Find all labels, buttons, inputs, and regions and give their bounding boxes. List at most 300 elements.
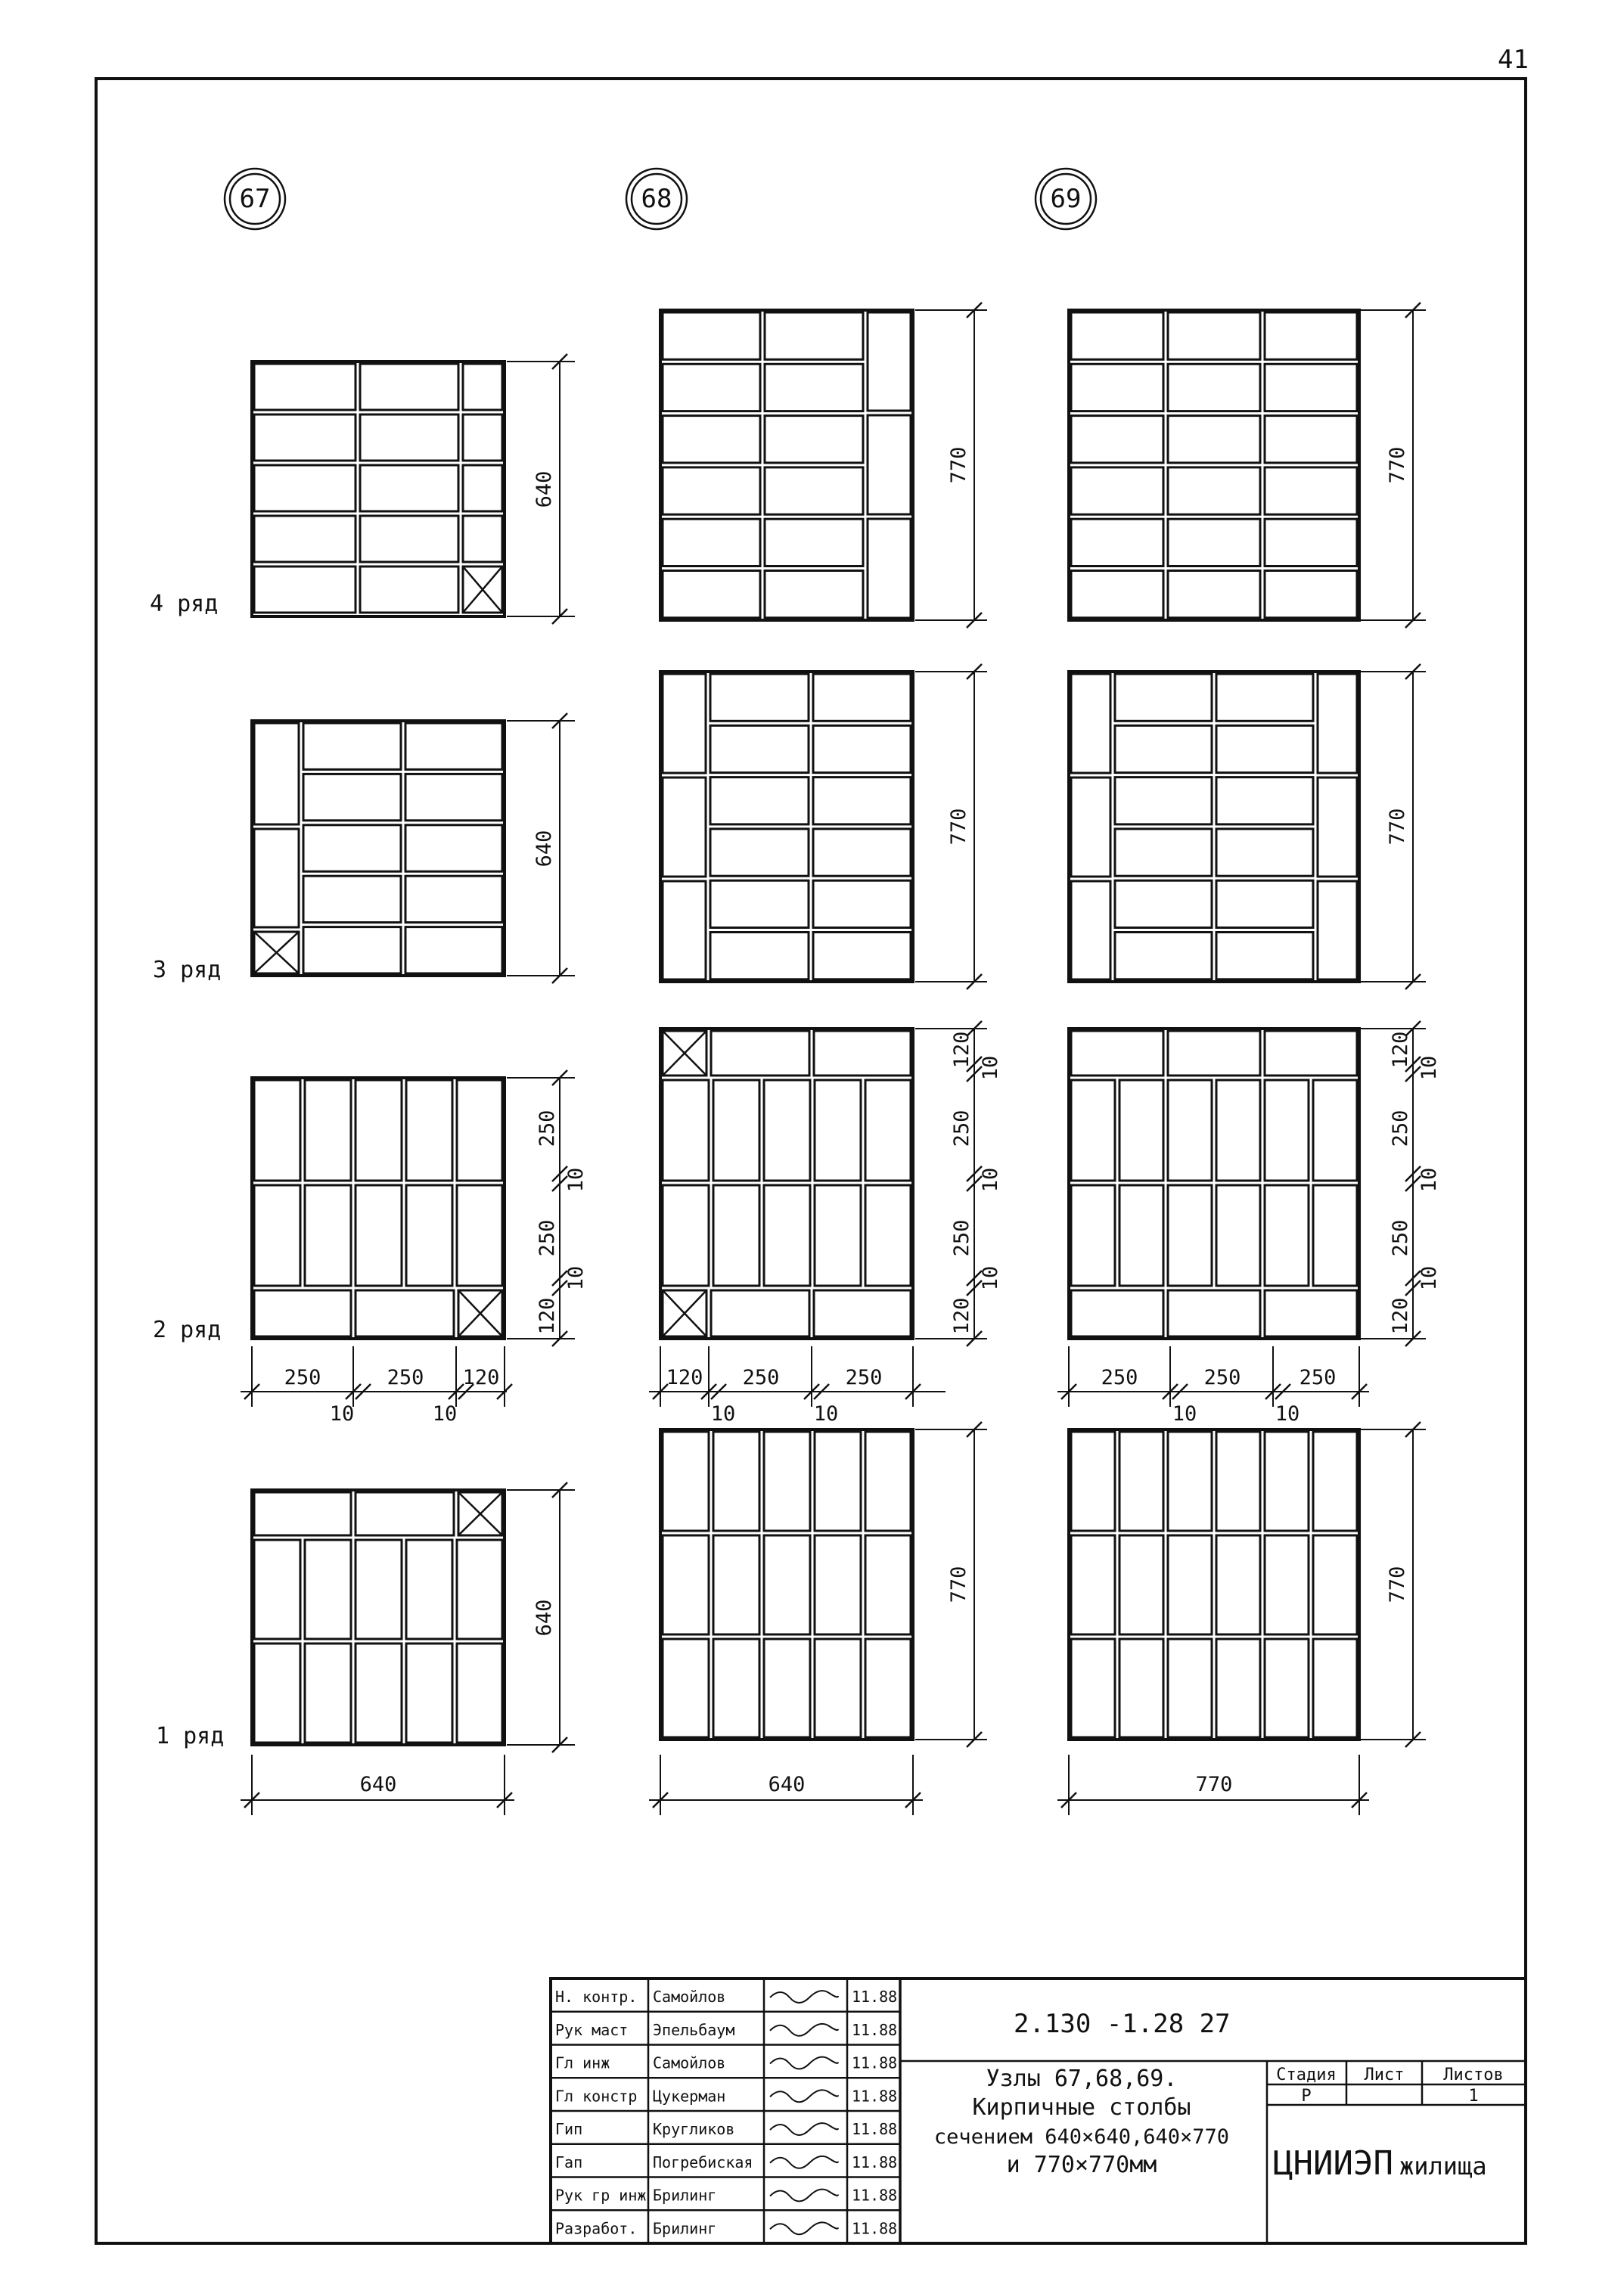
brick [815,1080,861,1181]
title-line-2: Кирпичные столбы [972,2094,1191,2121]
brick [457,1540,502,1639]
brick [1119,1080,1163,1181]
brick [663,1432,709,1531]
brick [1119,1185,1163,1286]
dim-10-d: 10 [979,1167,1002,1193]
doc-code: 2.130 -1.28 27 [1014,2009,1231,2039]
dim-120-e: 120 [1389,1297,1412,1335]
brick [254,1290,351,1336]
brick [1115,933,1212,979]
brick [713,1185,759,1286]
brick [1265,1185,1309,1286]
brick [1071,364,1163,411]
brick [254,1644,300,1743]
signatory-date: 11.88 [852,2120,898,2138]
brick [1265,1535,1309,1634]
row2-vertical-dims-68 [915,1021,1002,1346]
dim-120-g: 120 [666,1366,703,1389]
signatory-role: Разработ. [555,2219,638,2238]
signatory-name: Цукерман [653,2087,726,2106]
brick [1119,1639,1163,1737]
brick [663,881,706,979]
brick [711,1031,809,1076]
brick [1318,881,1357,979]
height-label-68-row3: 770 [947,808,970,846]
stage-value: Р [1301,2087,1312,2106]
node-68-label: 68 [641,184,672,214]
brick [663,467,760,514]
brick [356,1290,454,1336]
brick [254,414,356,461]
brick [356,1540,402,1639]
brick [1216,880,1313,927]
dim-10-l: 10 [813,1402,839,1426]
brick [1168,571,1260,618]
organization: ЦНИИЭП [1273,2144,1393,2183]
brick [254,1185,300,1286]
signatory-role: Гл инж [555,2053,610,2072]
brick [360,566,458,613]
brick [1168,1185,1212,1286]
brick [360,414,458,461]
brick [463,465,502,511]
brick [1115,880,1212,927]
brick [865,1185,911,1286]
signatory-name: Погребиская [653,2153,753,2171]
row2-horizontal-dims-69 [1057,1346,1369,1426]
brick [1168,416,1260,463]
brick [1071,1185,1115,1286]
height-dim-69-row1 [1354,1422,1426,1747]
row-label-2: 2 ряд [153,1317,222,1343]
brick [1168,1031,1260,1076]
signatory-name: Эпельбаум [653,2020,735,2039]
dim-10-j: 10 [432,1402,458,1426]
brick [868,312,911,411]
height-label-67-row4: 640 [533,470,556,508]
signatory-name: Брилинг [653,2219,717,2238]
signatory-role: Рук маст [555,2020,629,2039]
width-label-67: 640 [359,1773,397,1796]
dim-250-c: 250 [950,1110,973,1147]
brick [463,516,502,562]
dim-120-d: 120 [1389,1031,1412,1069]
dim-250-k: 250 [1101,1366,1138,1389]
dim-250-e: 250 [1389,1110,1412,1147]
brick [305,1185,351,1286]
dim-120-a: 120 [536,1297,559,1335]
brick [405,774,502,820]
brick [254,1540,300,1639]
brick [813,674,911,721]
brick [1071,519,1163,566]
dim-250-m: 250 [1299,1366,1337,1389]
brick [765,416,863,463]
brick [1168,364,1260,411]
brick [1071,416,1163,463]
brick [764,1185,810,1286]
brick [463,364,502,410]
brick [865,1639,911,1737]
dim-10-n: 10 [1275,1402,1300,1426]
dim-250-a: 250 [536,1110,559,1147]
signatory-name: Кругликов [653,2120,735,2138]
brick [865,1535,911,1634]
height-label-67-row1: 640 [533,1599,556,1637]
brick [405,927,502,973]
brick [1216,1185,1260,1286]
brick [1071,1432,1115,1531]
brick [254,465,356,511]
brick [1265,571,1357,618]
dim-250-j: 250 [845,1366,883,1389]
brick [1313,1639,1357,1737]
brick [868,519,911,618]
brick [1071,467,1163,514]
brick [406,1540,452,1639]
dim-10-e: 10 [979,1265,1002,1291]
brick [1216,1535,1260,1634]
dim-120-c: 120 [950,1297,973,1335]
brick [815,1535,861,1634]
node-67-label: 67 [239,184,271,214]
brick [663,364,760,411]
signatory-date: 11.88 [852,2053,898,2072]
organization-suffix: жилища [1399,2152,1487,2181]
brick [1071,571,1163,618]
brick [1216,778,1313,824]
dim-10-g: 10 [1418,1167,1441,1193]
brick [406,1185,452,1286]
dim-10-i: 10 [329,1402,355,1426]
brick [1313,1432,1357,1531]
signature-scribble [770,1991,838,2003]
dim-10-c: 10 [979,1055,1002,1081]
brick [305,1540,351,1639]
dim-250-i: 250 [742,1366,780,1389]
height-dim-67-row4 [507,354,575,624]
brick [663,1535,709,1634]
dim-250-d: 250 [950,1219,973,1257]
height-label-68-row1: 770 [947,1566,970,1603]
brick [1265,519,1357,566]
stage-label: Стадия [1276,2066,1337,2084]
brick [463,414,502,461]
dim-250-f: 250 [1389,1219,1412,1257]
brick [1119,1432,1163,1531]
brick [303,825,401,871]
brick [457,1080,502,1181]
title-line-4: и 770×770мм [1006,2152,1157,2178]
brick [1265,1290,1357,1336]
node-67-marker [225,169,285,229]
dim-10-k: 10 [710,1402,736,1426]
brick [865,1432,911,1531]
width-dim-69-row1 [1057,1755,1369,1815]
height-dim-68-row1 [915,1422,987,1747]
signatory-date: 11.88 [852,2186,898,2205]
sheets-label: Листов [1443,2066,1504,2084]
brick [1216,1432,1260,1531]
brick [813,880,911,927]
dim-250-g: 250 [284,1366,321,1389]
brick [1313,1185,1357,1286]
row2-horizontal-dims-68 [649,1346,946,1426]
brick [254,723,299,824]
brick [765,364,863,411]
brick [1168,1432,1212,1531]
brick [711,1290,809,1336]
brick [457,1644,502,1743]
brick [710,829,809,876]
brick [1216,725,1313,772]
signature-scribble [770,2222,838,2234]
brick [1265,1031,1357,1076]
dim-10-f: 10 [1418,1055,1441,1081]
pier-69-row3 [1069,672,1359,982]
brick [1216,1080,1260,1181]
brick [663,1185,709,1286]
brick [1265,364,1357,411]
row2-vertical-dims-69 [1354,1021,1441,1346]
width-dim-67-row1 [241,1755,514,1815]
signatory-name: Брилинг [653,2186,717,2205]
dim-10-a: 10 [564,1167,588,1193]
brick [1168,467,1260,514]
brick [1071,778,1110,877]
brick [663,312,760,359]
node-68-marker [626,169,687,229]
brick [713,1432,759,1531]
brick [813,725,911,772]
brick [405,723,502,769]
height-label-69-row3: 770 [1386,808,1409,846]
height-dim-69-row4 [1354,303,1426,628]
signatory-name: Самойлов [653,1988,726,2006]
brick [360,364,458,410]
row-label-3: 3 ряд [153,957,222,983]
height-label-69-row4: 770 [1386,446,1409,484]
brick [1216,674,1313,721]
width-dim-68-row1 [649,1755,923,1815]
brick [1071,881,1110,979]
brick [1216,1639,1260,1737]
brick [1071,312,1163,359]
brick [1071,674,1110,773]
brick [1265,312,1357,359]
brick [814,1290,911,1336]
brick [254,1492,351,1535]
signatory-name: Самойлов [653,2053,726,2072]
brick [713,1535,759,1634]
signatory-role: Гл констр [555,2087,638,2106]
brick [764,1639,810,1737]
dim-10-h: 10 [1418,1265,1441,1291]
row2-vertical-dims-67 [507,1070,588,1346]
brick [710,933,809,979]
signatory-date: 11.88 [852,2020,898,2039]
brick [710,674,809,721]
signatory-role: Гап [555,2153,583,2171]
brick [1168,1290,1260,1336]
signatory-role: Н. контр. [555,1988,638,2006]
brick [663,571,760,618]
brick [663,1080,709,1181]
brick [303,927,401,973]
brick-layouts [252,310,1359,1745]
height-dim-67-row1 [507,1482,575,1752]
brick [1071,1535,1115,1634]
brick [1265,1080,1309,1181]
row-label-1: 1 ряд [156,1723,225,1749]
brick [1115,725,1212,772]
dim-250-l: 250 [1203,1366,1241,1389]
height-label-68-row4: 770 [947,446,970,484]
brick [813,933,911,979]
brick [1071,1290,1163,1336]
height-dim-68-row4 [915,303,987,628]
height-dim-69-row3 [1354,664,1426,989]
signature-scribble [770,2123,838,2135]
brick [1168,1535,1212,1634]
height-label-69-row1: 770 [1386,1566,1409,1603]
brick [1216,829,1313,876]
brick [356,1492,454,1535]
brick [1168,519,1260,566]
brick [814,1031,911,1076]
height-dim-68-row3 [915,664,987,989]
brick [305,1644,351,1743]
brick [1216,933,1313,979]
brick [1313,1080,1357,1181]
title-block [551,1979,1526,2243]
brick [710,725,809,772]
brick [305,1080,351,1181]
title-line-1: Узлы 67,68,69. [986,2066,1178,2092]
brick [868,415,911,514]
brick [1168,312,1260,359]
brick [360,465,458,511]
brick [815,1639,861,1737]
brick [406,1644,452,1743]
signatory-date: 11.88 [852,2219,898,2238]
brick [356,1185,402,1286]
signature-scribble [770,2090,838,2102]
brick [356,1080,402,1181]
signature-scribble [770,2156,838,2168]
brick [764,1080,810,1181]
brick [254,829,299,927]
brick [303,876,401,922]
brick [254,364,356,410]
brick [405,825,502,871]
brick [303,774,401,820]
sheet-label: Лист [1364,2066,1405,2084]
dim-250-h: 250 [387,1366,424,1389]
signatory-date: 11.88 [852,2087,898,2106]
sheets-value: 1 [1468,2087,1479,2106]
brick [765,519,863,566]
signatory-role: Рук гр инж [555,2186,647,2205]
brick [1265,1432,1309,1531]
brick [254,1080,300,1181]
brick [765,467,863,514]
brick [1071,1639,1115,1737]
signatory-date: 11.88 [852,1988,898,2006]
dim-250-b: 250 [536,1219,559,1257]
brick [1115,829,1212,876]
brick [356,1644,402,1743]
row2-horizontal-dims-67 [241,1346,512,1426]
brick [254,566,356,613]
signature-scribble [770,2024,838,2036]
brick [764,1432,810,1531]
height-dim-67-row3 [507,713,575,983]
width-label-68: 640 [768,1773,806,1796]
brick [1313,1535,1357,1634]
brick [765,312,863,359]
brick [1119,1535,1163,1634]
brick [303,723,401,769]
signatory-date: 11.88 [852,2153,898,2171]
brick [1265,1639,1309,1737]
brick [1168,1080,1212,1181]
brick [254,516,356,562]
height-label-67-row3: 640 [533,830,556,868]
brick [1318,778,1357,877]
brick [663,519,760,566]
brick [710,880,809,927]
node-69-marker [1036,169,1096,229]
brick [457,1185,502,1286]
node-69-label: 69 [1050,184,1082,214]
signatory-role: Гип [555,2120,583,2138]
signature-scribble [770,2190,838,2202]
title-line-3: сечением 640×640,640×770 [933,2125,1230,2149]
brick [1071,1080,1115,1181]
brick [1168,1639,1212,1737]
brick [813,829,911,876]
signature-scribble [770,2057,838,2069]
brick [1071,1031,1163,1076]
row-label-4: 4 ряд [150,591,219,617]
brick [1318,674,1357,773]
brick [865,1080,911,1181]
brick [710,778,809,824]
brick [765,571,863,618]
brick [1115,674,1212,721]
brick [663,674,706,773]
brick [663,416,760,463]
brick [713,1639,759,1737]
brick [1265,467,1357,514]
brick [663,1639,709,1737]
dim-10-b: 10 [564,1265,588,1291]
brick [815,1432,861,1531]
brick [813,778,911,824]
brick [1115,778,1212,824]
brick [713,1080,759,1181]
dim-10-m: 10 [1172,1402,1197,1426]
brick [405,876,502,922]
brick [1265,416,1357,463]
brick [406,1080,452,1181]
dim-120-b: 120 [950,1031,973,1069]
brick [663,778,706,877]
page-number: 41 [1498,45,1529,75]
brick [764,1535,810,1634]
brick [815,1185,861,1286]
